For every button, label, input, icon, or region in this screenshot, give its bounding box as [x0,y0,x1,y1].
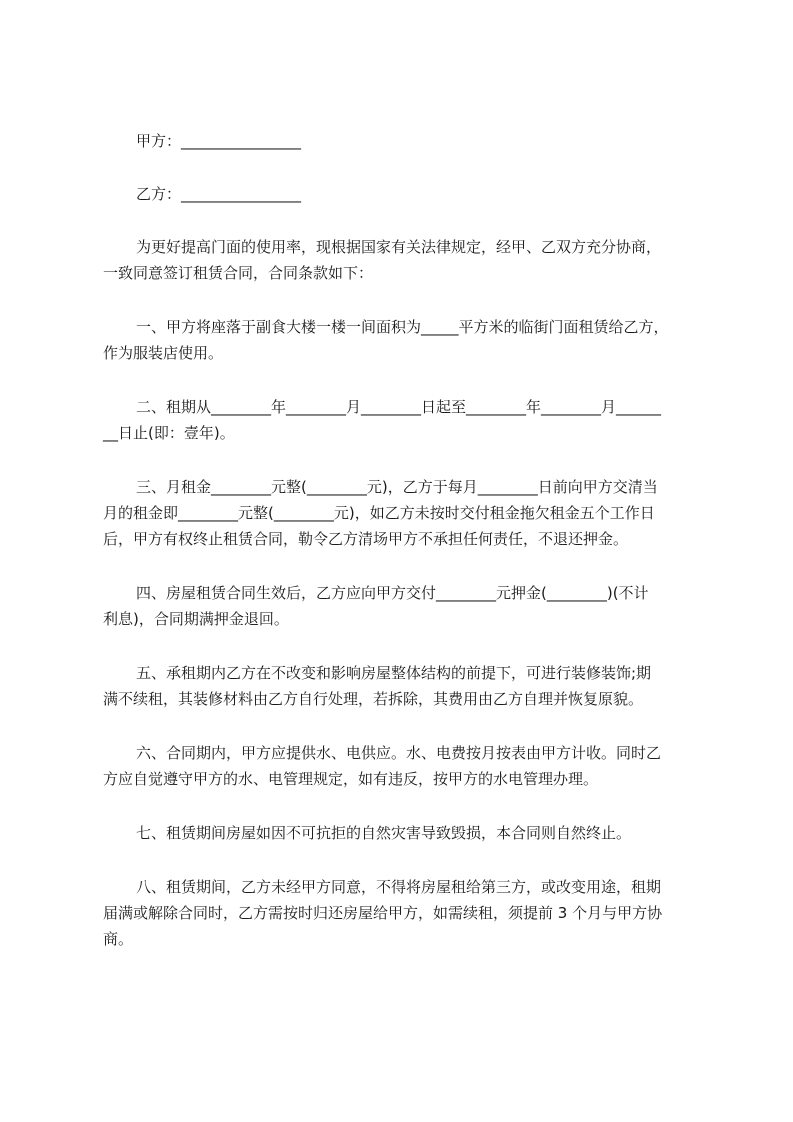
clause-8-line-3: 商。 [103,930,134,948]
clause-5-line-1: 五、承租期内乙方在不改变和影响房屋整体结构的前提下，可进行装修装饰;期 [136,664,652,682]
clause-5-line-2: 满不续租，其装修材料由乙方自行处理，若拆除，其费用由乙方自理并恢复原貌。 [103,690,644,708]
clause-8-line-1: 八、租赁期间，乙方未经甲方同意，不得将房屋租给第三方，或改变用途，租期 [136,878,662,896]
clause-4-paragraph [103,580,703,632]
clause-1-line-2: 作为服装店使用。 [103,344,224,362]
clause-8-line-2: 届满或解除合同时，乙方需按时归还房屋给甲方，如需续租，须提前 3 个月与甲方协 [103,904,663,922]
clause-2-line-2: __日止(即：壹年)。 [103,424,235,442]
clause-8-paragraph [103,874,703,952]
intro-line-1: 为更好提高门面的使用率，现根据国家有关法律规定，经甲、乙双方充分协商， [136,238,662,256]
clause-3-paragraph [103,474,703,552]
clause-6-line-1: 六、合同期内，甲方应提供水、电供应。水、电费按月按表由甲方计收。同时乙 [136,744,662,762]
clause-5-paragraph [103,660,703,712]
clause-6-paragraph [103,740,703,792]
clause-1-paragraph [103,314,703,366]
clause-6-line-2: 方应自觉遵守甲方的水、电管理规定，如有违反，按甲方的水电管理办理。 [103,770,599,788]
clause-2-paragraph [103,394,703,446]
intro-paragraph [103,234,703,286]
party-a-line: 甲方：________________ [136,132,302,150]
intro-line-2: 一致同意签订租赁合同，合同条款如下： [103,264,374,282]
clause-2-line-1: 二、租期从________年________月________日起至________年________月______ [136,398,662,416]
clause-3-line-2: 月的租金即________元整(________元)，如乙方未按时交付租金拖欠租金五个工作日 [103,504,655,522]
clause-7-line-1: 七、租赁期间房屋如因不可抗拒的自然灾害导致毁损，本合同则自然终止。 [136,824,632,842]
clause-3-line-3: 后，甲方有权终止租赁合同，勒令乙方清场甲方不承担任何责任，不退还押金。 [103,530,629,548]
clause-4-line-2: 利息)，合同期满押金退回。 [103,610,289,628]
party-b-line: 乙方：________________ [136,185,302,203]
clause-1-line-1: 一、甲方将座落于副食大楼一楼一间面积为_____平方米的临街门面租赁给乙方， [136,318,669,336]
clause-3-line-1: 三、月租金________元整(________元)，乙方于每月________日前向甲方交清当 [136,478,658,496]
clause-4-line-1: 四、房屋租赁合同生效后，乙方应向甲方交付________元押金(________)(不计 [136,584,649,602]
clause-7-paragraph [103,820,703,846]
